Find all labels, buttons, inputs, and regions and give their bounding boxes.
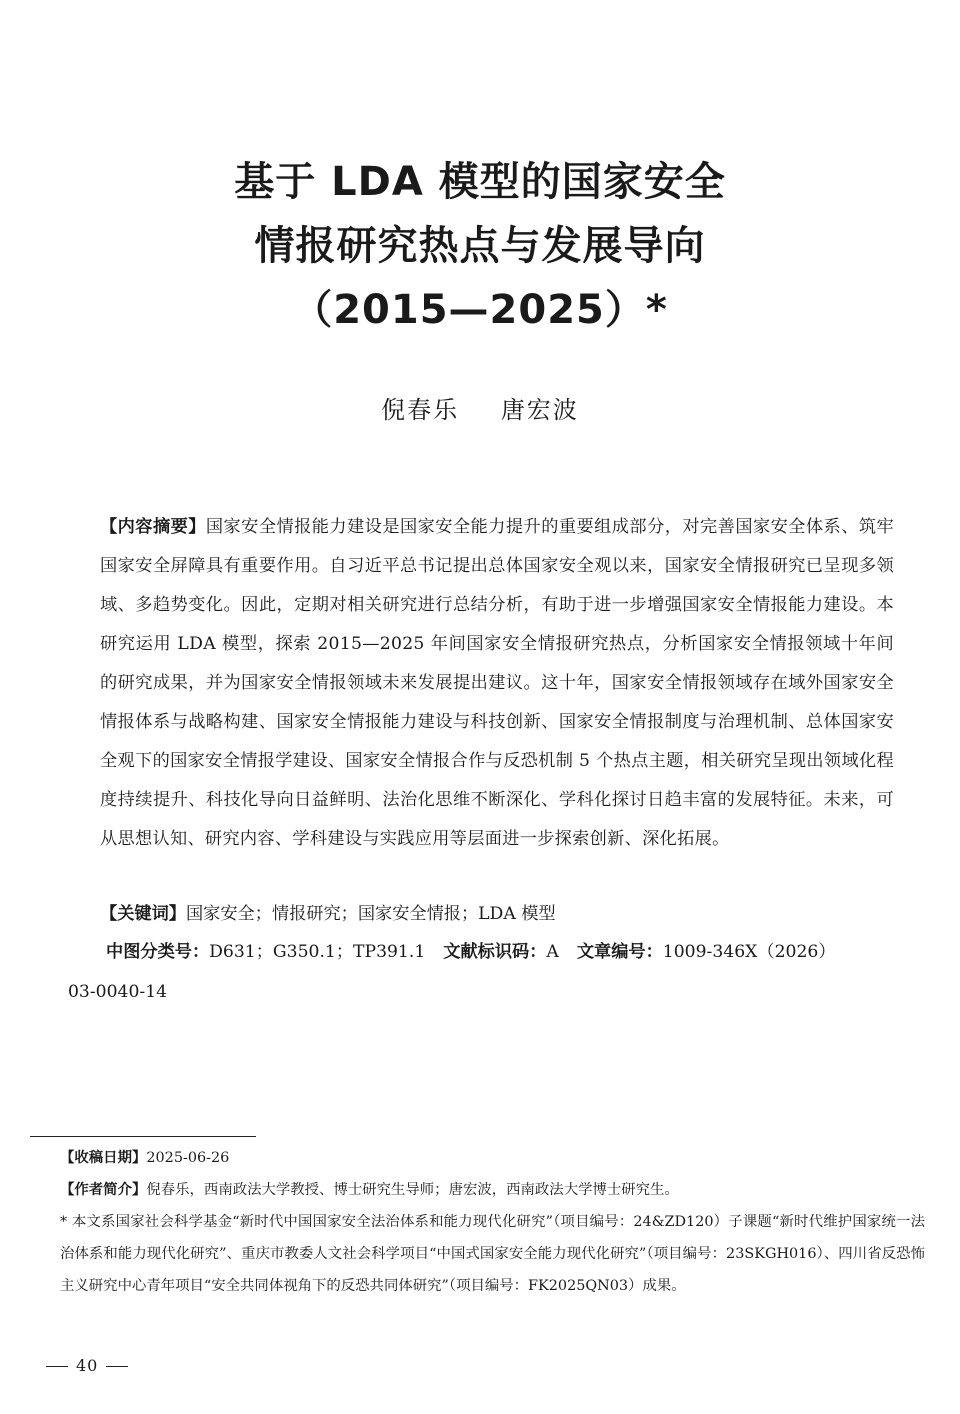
keywords <box>100 896 556 932</box>
doc-code-value: A <box>546 942 559 962</box>
article-title <box>0 150 960 342</box>
page-number-value: 40 <box>76 1356 99 1375</box>
page-number-dash-right <box>106 1366 128 1367</box>
keywords-label: 【关键词】 <box>100 904 186 924</box>
article-number-continued: 03-0040-14 <box>68 982 168 1002</box>
author-bio-label: 【作者简介】 <box>60 1182 147 1198</box>
page-number-dash-left <box>46 1366 68 1367</box>
received-date-value: 2025-06-26 <box>146 1150 230 1166</box>
footnote-divider <box>30 1136 256 1137</box>
clc-label: 中图分类号： <box>106 942 210 962</box>
author-2: 唐宏波 <box>500 396 579 424</box>
doc-code-label: 文献标识码： <box>443 942 547 962</box>
title-line-2: 情报研究热点与发展导向 <box>254 223 706 269</box>
author-1: 倪春乐 <box>381 396 460 424</box>
article-number-value: 1009-346X（2026） <box>662 942 836 962</box>
author-bio-note <box>30 1174 925 1206</box>
title-line-1: 基于 LDA 模型的国家安全 <box>234 159 726 205</box>
page-number <box>38 1356 136 1375</box>
funding-note <box>30 1206 925 1302</box>
keywords-text: 国家安全；情报研究；国家安全情报；LDA 模型 <box>185 904 556 924</box>
received-date-note <box>30 1142 925 1174</box>
abstract-label: 【内容摘要】 <box>100 517 206 537</box>
author-list <box>0 390 960 425</box>
clc-value: D631；G350.1；TP391.1 <box>209 942 426 962</box>
funding-text: * 本文系国家社会科学基金“新时代中国国家安全法治体系和能力现代化研究”（项目编号：24&ZD120）子课题“新时代维护国家统一法治体系和能力现代化研究”、重庆市教委人文社会科学项目“中国式国家安全能力现代化研究”（项目编号：23SKGH016）、四川省反恐怖主义研究中心青年项目“安全共同体视角下的反恐共同体研究”（项目编号：FK2025QN03）成果。 <box>60 1214 925 1294</box>
abstract-text: 国家安全情报能力建设是国家安全能力提升的重要组成部分，对完善国家安全体系、筑牢国家安全屏障具有重要作用。自习近平总书记提出总体国家安全观以来，国家安全情报研究已呈现多领域、多趋势变化。因此，定期对相关研究进行总结分析，有助于进一步增强国家安全情报能力建设。本研究运用 LDA 模型，探索 2015—2025 年间国家安全情报研究热点，分析国家安全情报领域十年间的研究成果，并为国家安全情报领域未来发展提出建议。这十年，国家安全情报领域存在域外国家安全情报体系与战略构建、国家安全情报能力建设与科技创新、国家安全情报制度与治理机制、总体国家安全观下的国家安全情报学建设、国家安全情报合作与反恐机制 5 个热点主题，相关研究呈现出领域化程度持续提升、科技化导向日益鲜明、法治化思维不断深化、学科化探讨日趋丰富的发展特征。未来，可从思想认知、研究内容、学科建设与实践应用等层面进一步探索创新、深化拓展。 <box>100 517 894 849</box>
footnotes <box>30 1142 925 1302</box>
title-line-3: （2015—2025）* <box>292 287 668 333</box>
classification-info <box>68 932 894 1012</box>
received-date-label: 【收稿日期】 <box>60 1150 147 1166</box>
abstract <box>68 508 894 859</box>
article-number-label: 文章编号： <box>576 942 663 962</box>
author-bio-value: 倪春乐，西南政法大学教授、博士研究生导师；唐宏波，西南政法大学博士研究生。 <box>146 1182 679 1198</box>
